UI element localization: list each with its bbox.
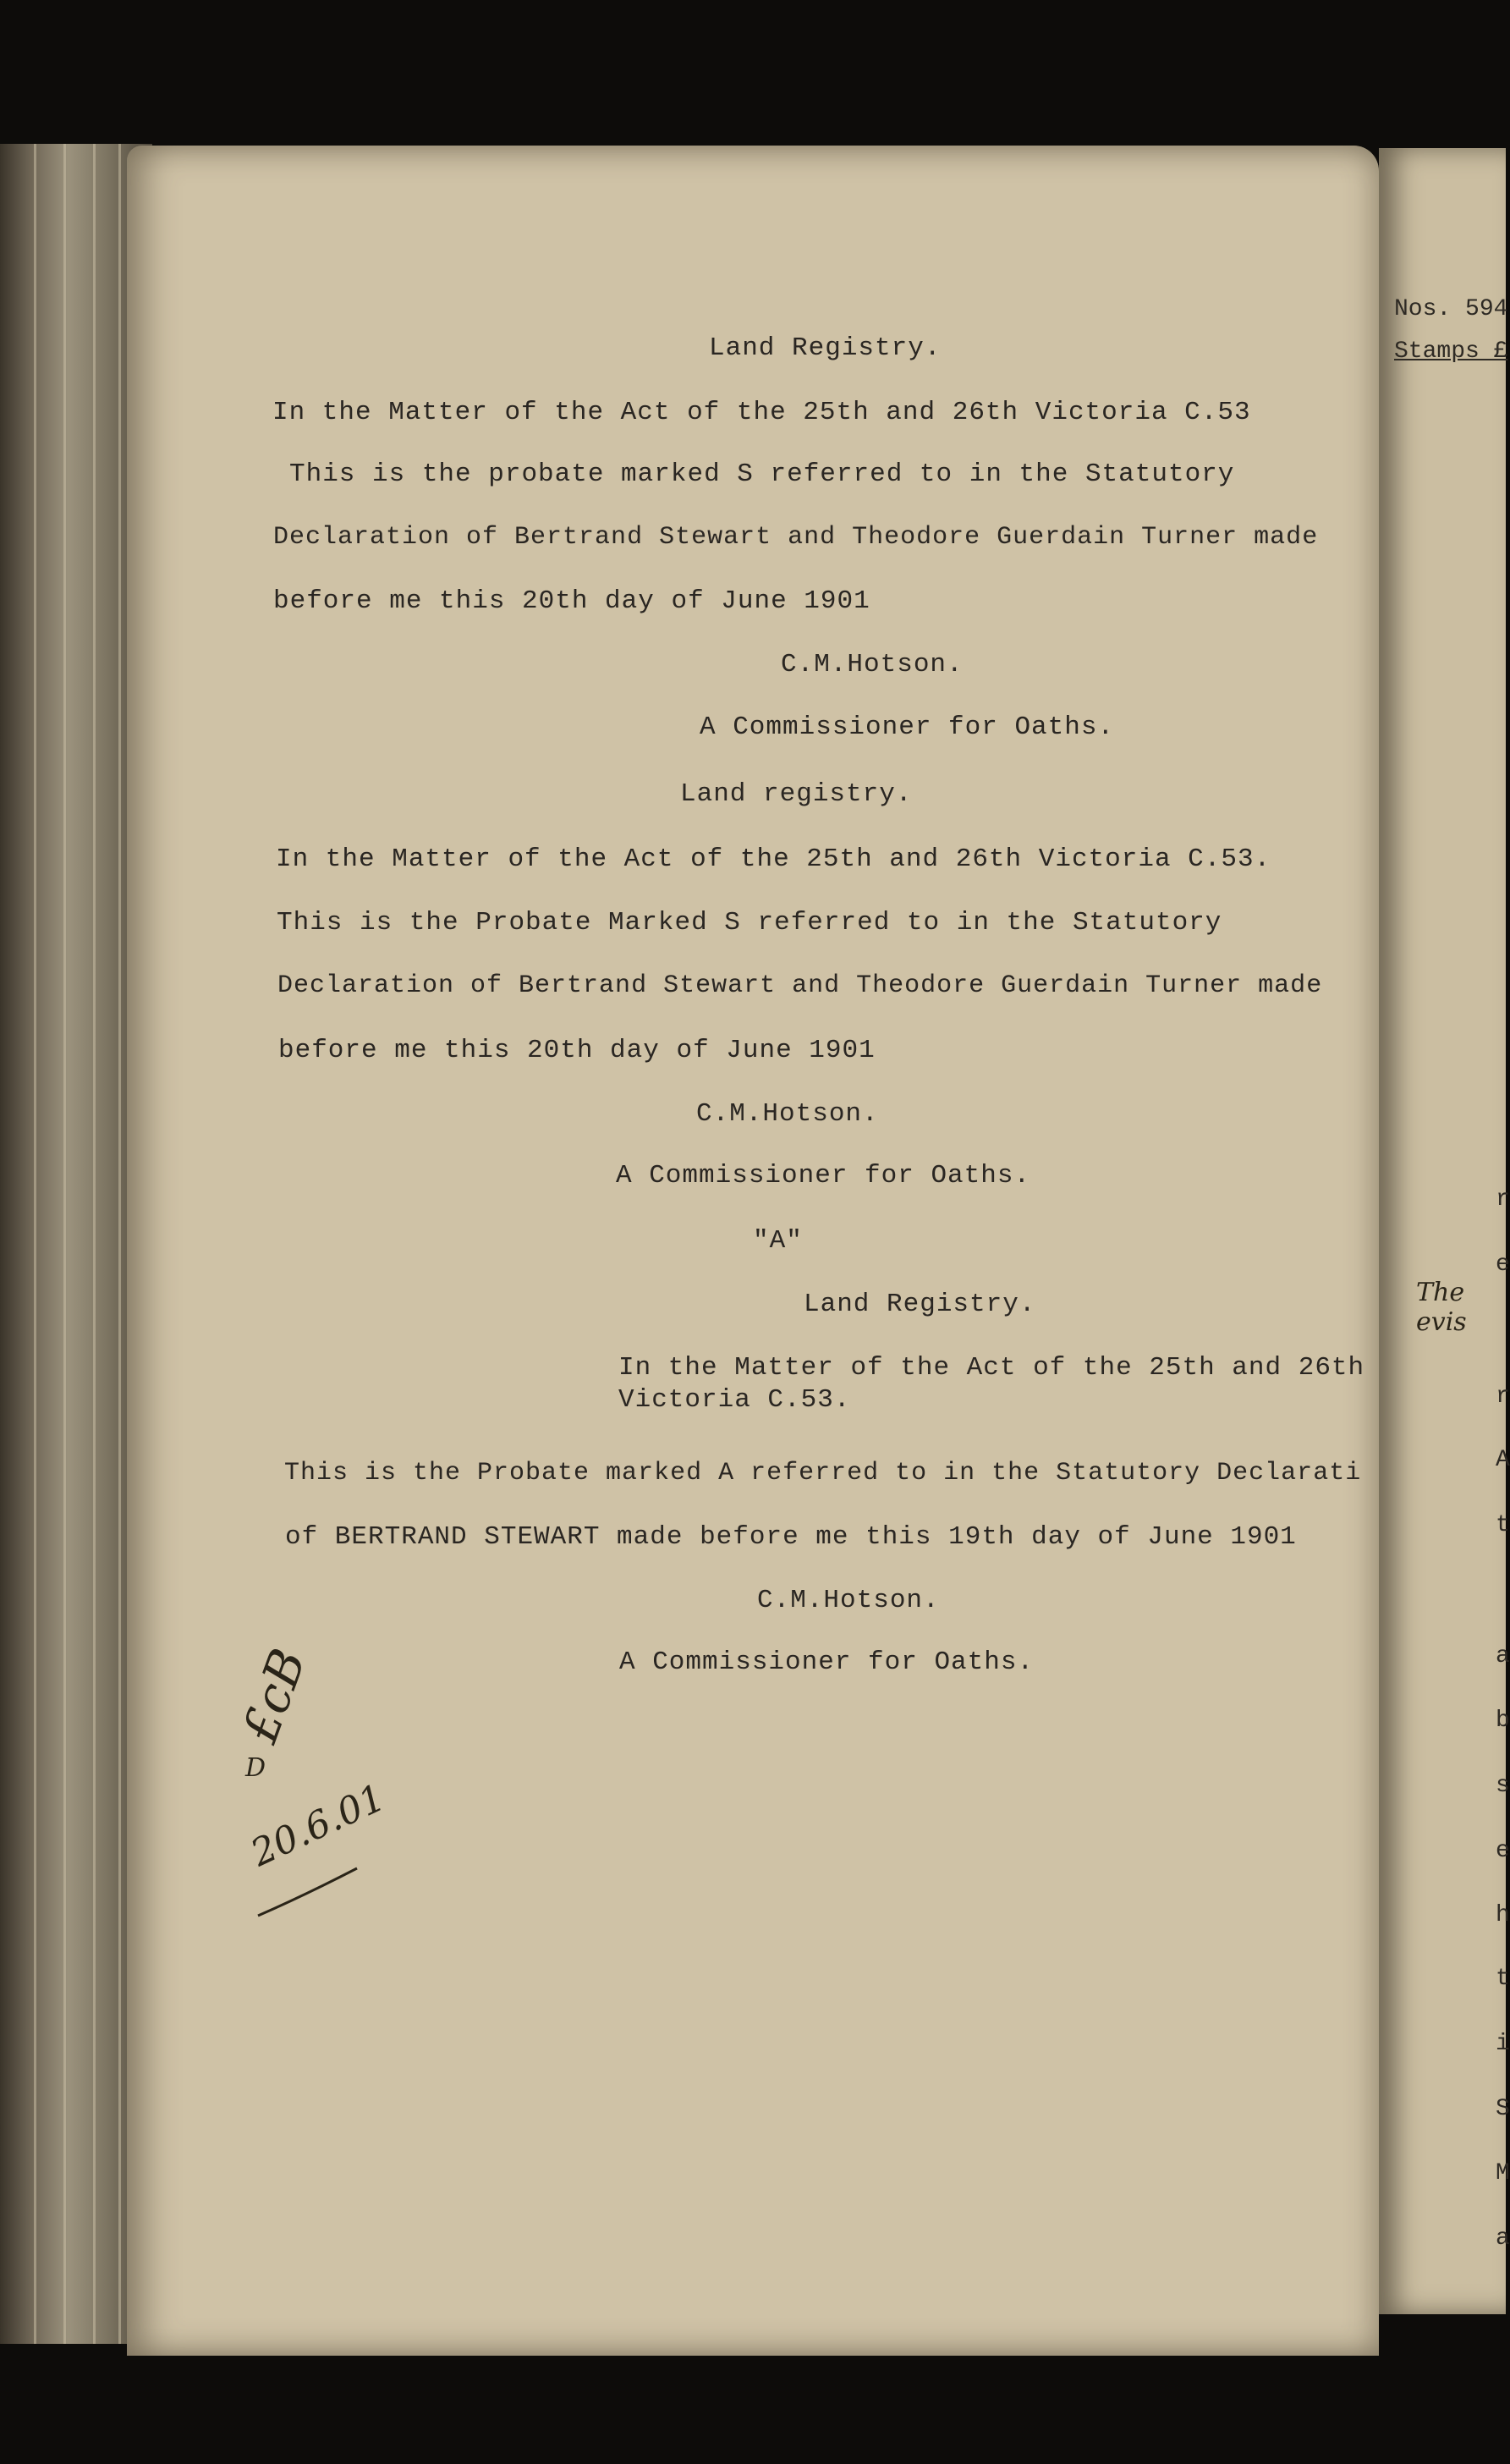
block3-mark: "A"	[753, 1226, 803, 1256]
block2-heading: Land registry.	[680, 779, 913, 809]
block1-line2: Declaration of Bertrand Stewart and Theodore Guerdain Turner made	[273, 523, 1319, 552]
handwritten-initials: £cB	[230, 1641, 318, 1751]
block2-line1: This is the Probate Marked S referred to in the Statutory	[277, 908, 1222, 938]
block3-line2: of BERTRAND STEWART made before me this 19th day of June 1901	[285, 1522, 1297, 1552]
right-page-letter: h	[1496, 1902, 1510, 1928]
block3-matter-b: Victoria C.53.	[618, 1385, 851, 1415]
right-page-letter: s	[1496, 1773, 1510, 1799]
block1-line3: before me this 20th day of June 1901	[273, 586, 870, 616]
right-page-letter: a	[1496, 2225, 1510, 2252]
right-page-handwritten-note: The evis	[1416, 1278, 1467, 1337]
block1-signer: C.M.Hotson.	[781, 650, 964, 679]
block3-title: A Commissioner for Oaths.	[619, 1647, 1035, 1677]
right-page-letter: e	[1496, 1251, 1510, 1278]
right-page-letter: t	[1496, 1966, 1510, 1992]
right-page-letter: S	[1496, 2096, 1510, 2122]
block1-heading: Land Registry.	[709, 333, 942, 363]
block1-line1: This is the probate marked S referred to in the Statutory	[289, 459, 1235, 489]
handwritten-underline	[254, 1863, 364, 1922]
right-page-letter: A	[1496, 1447, 1510, 1473]
block1-title: A Commissioner for Oaths.	[700, 712, 1115, 742]
block2-signer: C.M.Hotson.	[696, 1099, 879, 1129]
block3-signer: C.M.Hotson.	[757, 1586, 940, 1615]
block3-heading: Land Registry.	[804, 1290, 1036, 1319]
right-page-letter: e	[1496, 1838, 1510, 1864]
block2-line3: before me this 20th day of June 1901	[278, 1036, 876, 1065]
block3-line1: This is the Probate marked A referred to in the Statutory Declarati	[284, 1459, 1362, 1488]
block3-matter-a: In the Matter of the Act of the 25th and 26th	[618, 1353, 1365, 1383]
right-page-letter: i	[1496, 2031, 1510, 2057]
right-page-line1: Nos. 594	[1394, 296, 1508, 322]
block2-title: A Commissioner for Oaths.	[616, 1161, 1031, 1191]
handwritten-sub: D	[245, 1753, 266, 1783]
right-page-line2: Stamps £	[1394, 338, 1508, 365]
right-page-letter: r	[1496, 1383, 1510, 1410]
right-page-letter: b	[1496, 1708, 1510, 1734]
handwritten-date: 20.6.01	[244, 1775, 392, 1876]
adjacent-page	[1379, 148, 1510, 2314]
right-page-letter: r	[1496, 1186, 1510, 1213]
right-page-letter: a	[1496, 1643, 1510, 1669]
block2-matter: In the Matter of the Act of the 25th and 26th Victoria C.53.	[276, 844, 1271, 874]
right-page-letter: M	[1496, 2160, 1510, 2186]
right-page-letter: t	[1496, 1512, 1510, 1538]
block1-matter: In the Matter of the Act of the 25th and 26th Victoria C.53	[272, 398, 1251, 427]
document-page	[127, 146, 1379, 2356]
block2-line2: Declaration of Bertrand Stewart and Theodore Guerdain Turner made	[277, 971, 1323, 1000]
